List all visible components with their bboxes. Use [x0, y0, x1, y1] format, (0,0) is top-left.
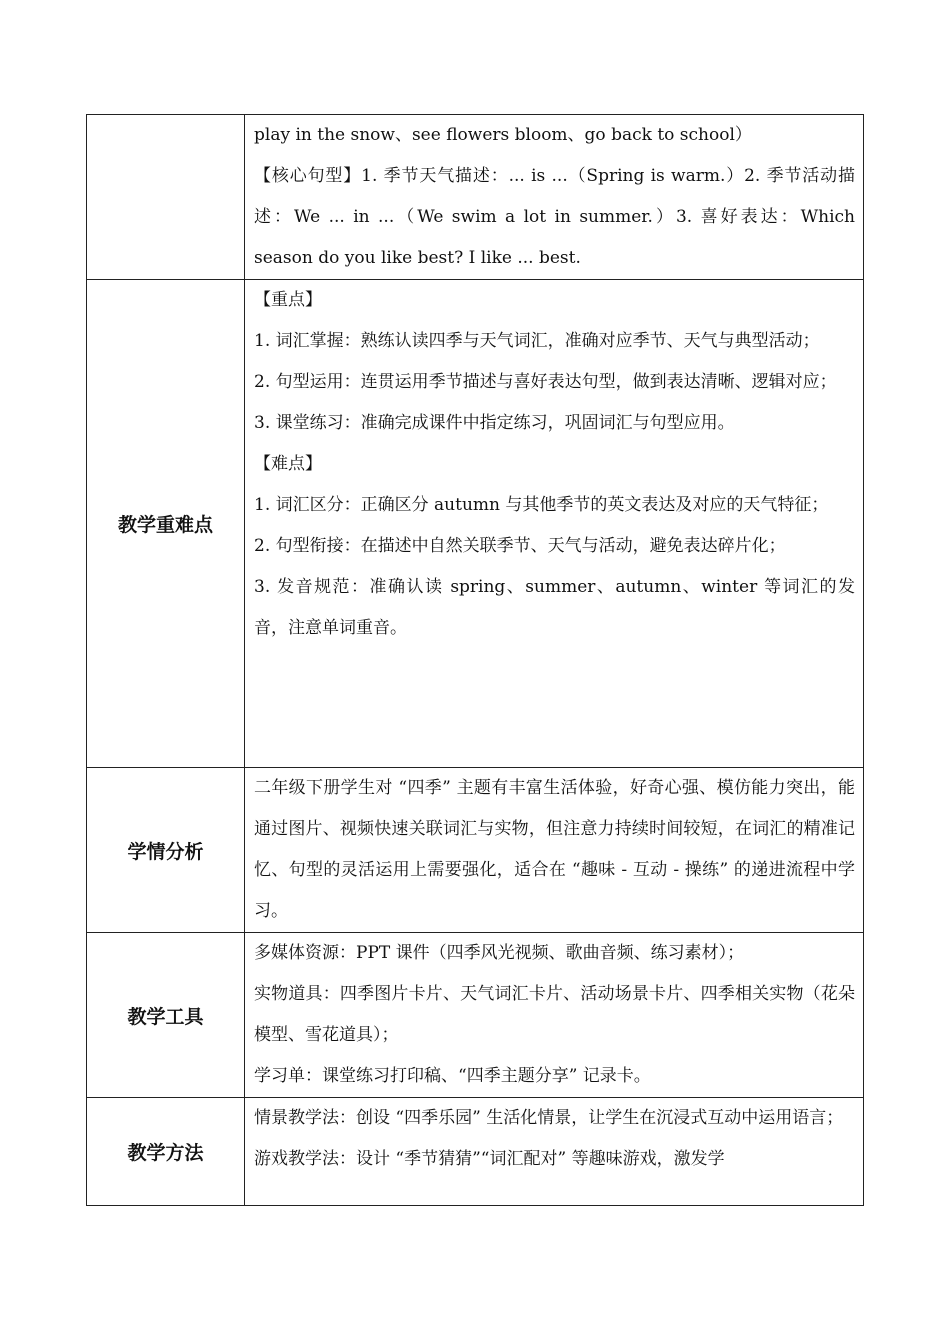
paragraph: 1. 词汇区分：正确区分 autumn 与其他季节的英文表达及对应的天气特征； — [254, 495, 829, 515]
paragraph: 二年级下册学生对 “四季” 主题有丰富生活体验，好奇心强、模仿能力突出，能通过图片、视频快速关联词汇与实物，但注意力持续时间较短，在词汇的精准记忆、句型的灵活运用上需要强化，适合在 “趣味 - 互动 - 操练” 的递进流程中学习。 — [254, 778, 855, 921]
lesson-plan-table — [86, 114, 864, 1206]
paragraph: 1. 词汇掌握：熟练认读四季与天气词汇，准确对应季节、天气与典型活动； — [254, 331, 820, 351]
paragraph: 3. 发音规范：准确认读 spring、summer、autumn、winter 等词汇的发音，注意单词重音。 — [254, 577, 855, 638]
paragraph: 2. 句型运用：连贯运用季节描述与喜好表达句型，做到表达清晰、逻辑对应； — [254, 372, 837, 392]
paragraph: 学习单：课堂练习打印稿、“四季主题分享” 记录卡。 — [254, 1066, 651, 1086]
table-row — [87, 933, 864, 1098]
paragraph: 【重点】 — [254, 290, 322, 310]
paragraph: 实物道具：四季图片卡片、天气词汇卡片、活动场景卡片、四季相关实物（花朵模型、雪花道具）； — [254, 984, 855, 1045]
paragraph: 游戏教学法：设计 “季节猜猜”“词汇配对” 等趣味游戏，激发学 — [254, 1149, 725, 1169]
paragraph: 【难点】 — [254, 454, 322, 474]
table-row — [87, 115, 864, 280]
paragraph: 多媒体资源：PPT 课件（四季风光视频、歌曲音频、练习素材）； — [254, 943, 745, 963]
paragraph: 情景教学法：创设 “四季乐园” 生活化情景，让学生在沉浸式互动中运用语言； — [254, 1108, 844, 1128]
row-label: 教学工具 — [87, 933, 245, 1098]
row-label: 学情分析 — [87, 768, 245, 933]
row-content — [245, 115, 864, 280]
row-label: 教学方法 — [87, 1098, 245, 1206]
row-content — [245, 280, 864, 768]
paragraph: play in the snow、see flowers bloom、go back to school） — [254, 125, 752, 145]
row-content — [245, 933, 864, 1098]
table-row — [87, 280, 864, 768]
table-row — [87, 1098, 864, 1206]
paragraph: 【核心句型】1. 季节天气描述：... is ...（Spring is warm.）2. 季节活动描述：We ... in ...（We swim a lot in summer.）3. 喜好表达：Which season do you like best? I like ... best. — [254, 166, 855, 268]
paragraph: 2. 句型衔接：在描述中自然关联季节、天气与活动，避免表达碎片化； — [254, 536, 786, 556]
row-content — [245, 1098, 864, 1206]
row-label: 教学重难点 — [87, 280, 245, 768]
row-label — [87, 115, 245, 280]
row-content — [245, 768, 864, 933]
table-row — [87, 768, 864, 933]
paragraph: 3. 课堂练习：准确完成课件中指定练习，巩固词汇与句型应用。 — [254, 413, 735, 433]
